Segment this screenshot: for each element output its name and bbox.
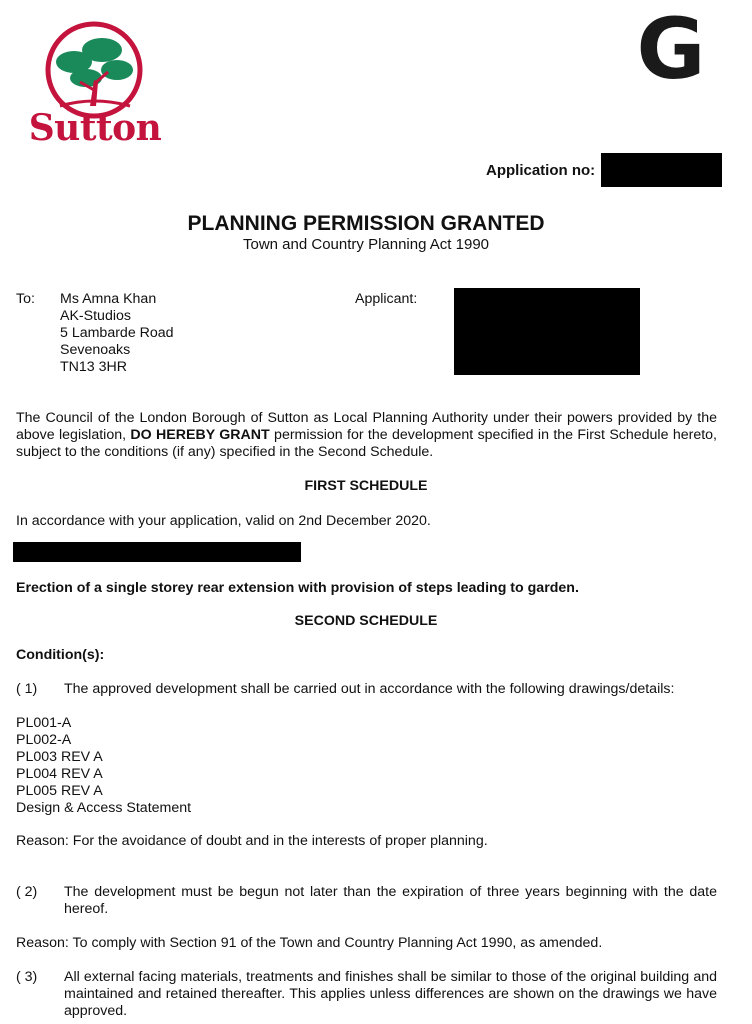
- address-line: Sevenoaks: [60, 342, 131, 358]
- page-subtitle: Town and Country Planning Act 1990: [243, 236, 489, 253]
- intro-text: The Council of the London Borough of Sutton as Local Planning Authority under their powers provided by the above legislation,: [16, 410, 717, 443]
- drawings-list: [16, 715, 191, 817]
- recipient-address: [60, 291, 174, 376]
- application-valid-text: In accordance with your application, valid on 2nd December 2020.: [16, 513, 431, 529]
- condition-reason: Reason: For the avoidance of doubt and in the interests of proper planning.: [16, 833, 488, 849]
- first-schedule-heading: FIRST SCHEDULE: [304, 478, 428, 494]
- redacted-site-address: [13, 542, 301, 562]
- stamp-letter: G: [636, 0, 706, 98]
- address-line: TN13 3HR: [60, 359, 128, 375]
- sutton-wordmark: Sutton: [28, 107, 162, 149]
- condition-number: ( 3): [16, 969, 38, 985]
- condition-text: All external facing materials, treatments and finishes shall be similar to those of the original building and maintained and retained thereafter. This applies unless differences are shown on the drawings we have approved.: [64, 969, 717, 1019]
- address-line: AK-Studios: [60, 308, 131, 324]
- development-description: Erection of a single storey rear extension with provision of steps leading to garden.: [16, 580, 579, 596]
- list-item: PL001-A: [16, 715, 72, 731]
- intro-text-end: permission for the development specified in the First Schedule hereto, subject to the conditions (if any) specified in the Second Schedule.: [16, 427, 717, 460]
- page-title: PLANNING PERMISSION GRANTED: [187, 212, 545, 235]
- sutton-logo: [20, 20, 170, 148]
- address-line: 5 Lambarde Road: [60, 325, 174, 341]
- list-item: PL004 REV A: [16, 766, 103, 782]
- list-item: PL003 REV A: [16, 749, 103, 765]
- list-item: PL002-A: [16, 732, 72, 748]
- condition-text: The approved development shall be carried out in accordance with the following drawings/details:: [64, 681, 675, 697]
- list-item: Design & Access Statement: [16, 800, 192, 816]
- intro-paragraph: [16, 410, 717, 461]
- redacted-application-number: [601, 153, 722, 187]
- grant-emphasis: DO HEREBY GRANT: [130, 427, 270, 443]
- applicant-label: Applicant:: [355, 291, 418, 307]
- application-number-label: Application no:: [486, 162, 596, 179]
- address-line: Ms Amna Khan: [60, 291, 157, 307]
- conditions-label: Condition(s):: [16, 647, 105, 663]
- condition-reason: Reason: To comply with Section 91 of the Town and Country Planning Act 1990, as amended.: [16, 935, 603, 951]
- list-item: PL005 REV A: [16, 783, 103, 799]
- second-schedule-heading: SECOND SCHEDULE: [294, 613, 438, 629]
- condition-number: ( 1): [16, 681, 38, 697]
- condition-number: ( 2): [16, 884, 38, 900]
- condition-text: The development must be begun not later than the expiration of three years beginning with the date hereof.: [64, 884, 717, 917]
- to-label: To:: [16, 291, 35, 307]
- redacted-applicant: [454, 288, 640, 375]
